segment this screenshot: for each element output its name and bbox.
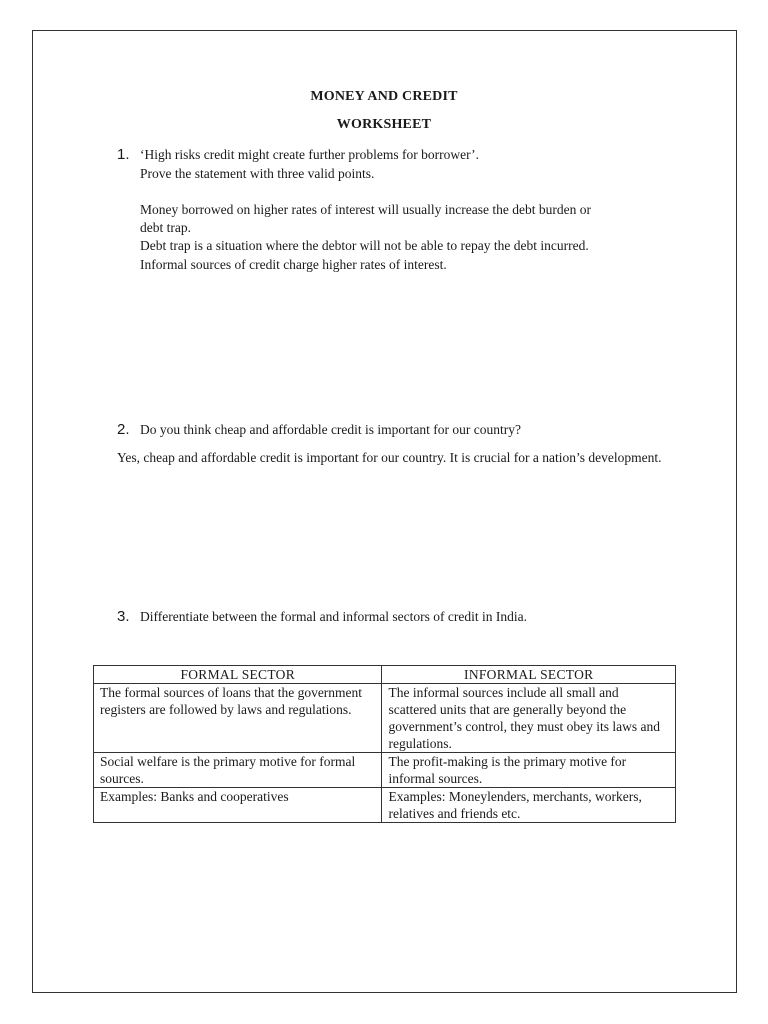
question-1-answer-line-4: Informal sources of credit charge higher rates of interest. (140, 257, 447, 272)
question-3-number: 3. (117, 608, 130, 625)
question-2-number: 2. (117, 421, 130, 438)
table-header-row (94, 666, 676, 684)
table-row (94, 788, 676, 823)
question-1-answer-line-3: Debt trap is a situation where the debtor will not be able to repay the debt incurred. (140, 238, 589, 253)
question-1-subtext: Prove the statement with three valid points. (140, 166, 375, 181)
table-cell-informal: The profit-making is the primary motive for informal sources. (382, 753, 676, 788)
table-cell-formal: The formal sources of loans that the government registers are followed by laws and regulations. (94, 684, 382, 753)
table-cell-informal: The informal sources include all small and scattered units that are generally beyond the government’s control, they must obey its laws and regulations. (382, 684, 676, 753)
table-header-formal: FORMAL SECTOR (94, 666, 382, 684)
question-2-text: Do you think cheap and affordable credit is important for our country? (140, 422, 522, 437)
table-cell-formal: Social welfare is the primary motive for formal sources. (94, 753, 382, 788)
document-subtitle: WORKSHEET (336, 117, 432, 132)
document-title: MONEY AND CREDIT (310, 89, 458, 104)
table-header-informal: INFORMAL SECTOR (382, 666, 676, 684)
question-1-text: ‘High risks credit might create further problems for borrower’. (140, 147, 480, 162)
question-1-answer-line-1: Money borrowed on higher rates of interest will usually increase the debt burden or (140, 202, 591, 217)
table-cell-formal: Examples: Banks and cooperatives (94, 788, 382, 823)
question-1-number: 1. (117, 146, 130, 163)
question-1-answer-line-2: debt trap. (140, 220, 191, 235)
question-3-text: Differentiate between the formal and informal sectors of credit in India. (140, 609, 527, 624)
sector-comparison-table (93, 665, 676, 823)
table-cell-informal: Examples: Moneylenders, merchants, workers, relatives and friends etc. (382, 788, 676, 823)
question-2-answer: Yes, cheap and affordable credit is important for our country. It is crucial for a nation’s development. (117, 450, 662, 465)
table-row (94, 684, 676, 753)
table-row (94, 753, 676, 788)
page-border (32, 30, 737, 993)
